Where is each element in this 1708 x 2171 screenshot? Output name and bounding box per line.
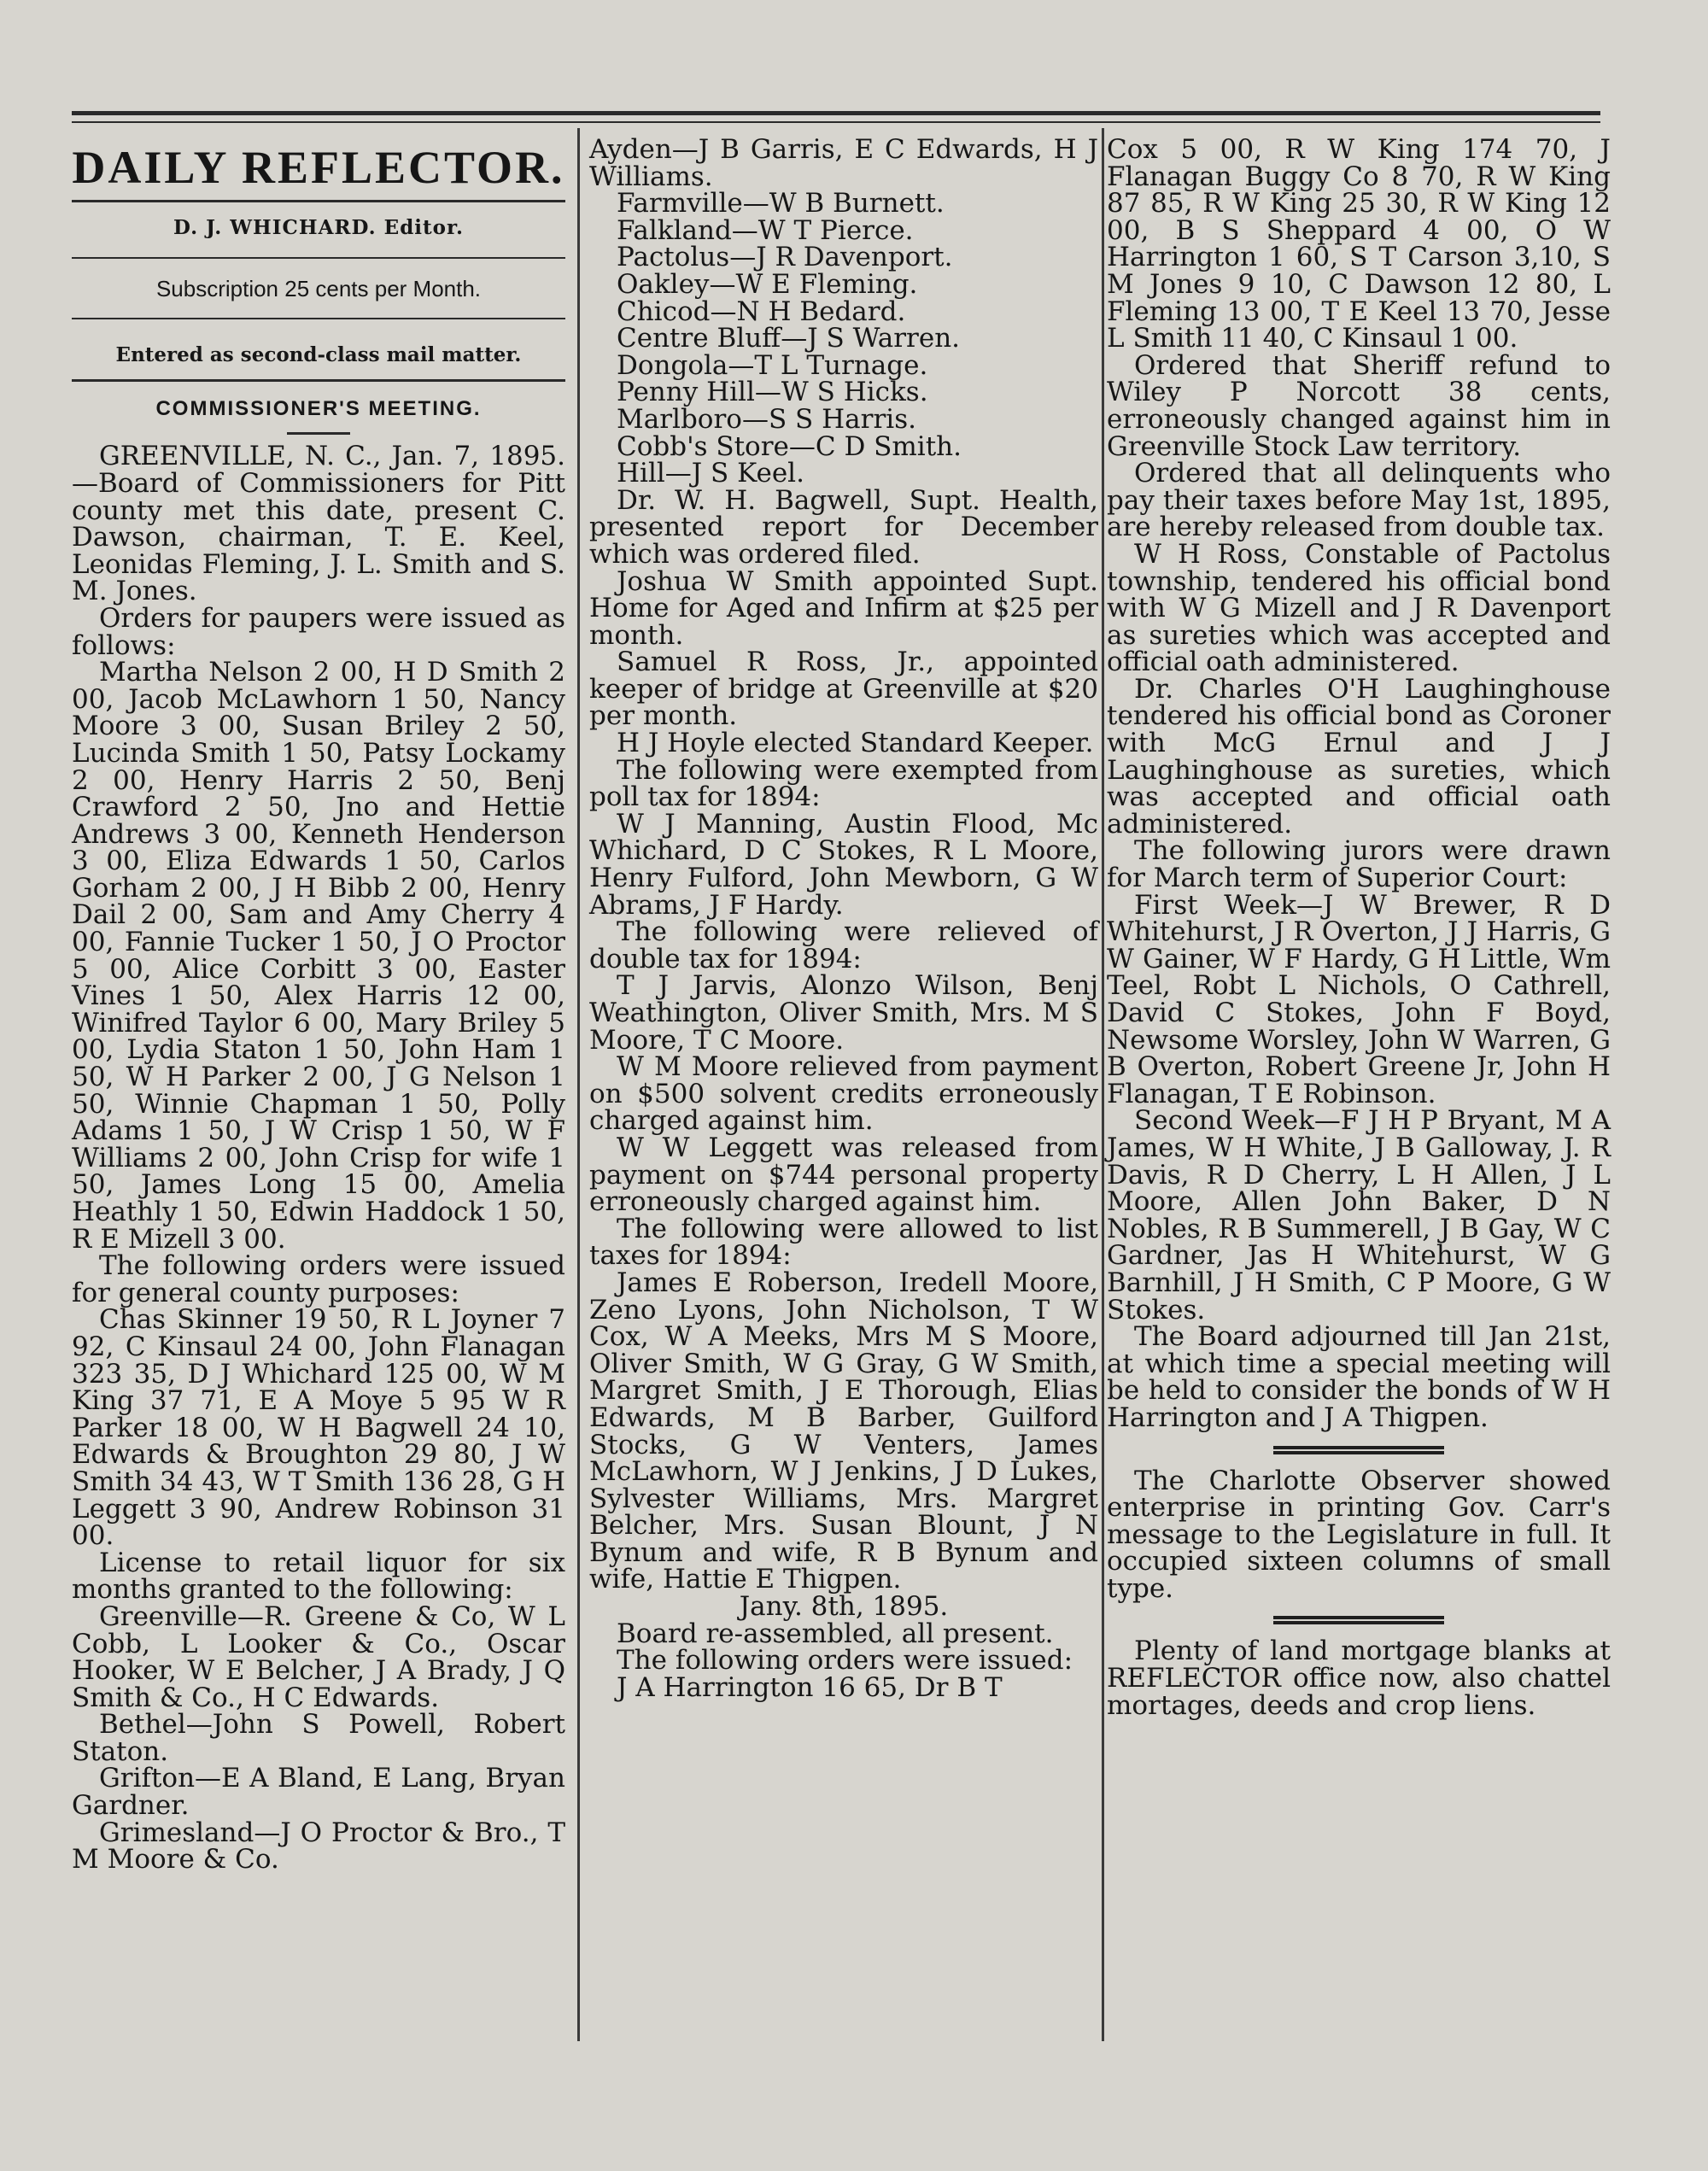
license-line: Penny Hill—W S Hicks. — [617, 377, 928, 408]
paragraph: T J Jarvis, Alonzo Wilson, Benj Weathington, Oliver Smith, Mrs. M S Moore, T C Moore. — [589, 970, 1098, 1056]
paragraph: Martha Nelson 2 00, H D Smith 2 00, Jacob McLawhorn 1 50, Nancy Moore 3 00, Susan Briley 2 50, Lucinda Smith 1 50, Patsy Lockamy 2 00, Henry Harris 2 50, Benj Crawford 2 50, Jno and Hettie Andrews 3 00, Kenneth Henderson 3 00, Eliza Edwards 1 50, Carlos Gorham 2 00, J H Bibb 2 00, Henry Dail 2 00, Sam and Amy Cherry 4 00, Fannie Tucker 1 50, J O Proctor 5 00, Alice Corbitt 3 00, Easter Vines 1 50, Alex Harris 12 00, Winifred Taylor 6 00, Mary Briley 5 00, Lydia Staton 1 50, John Ham 1 50, W H Parker 2 00, J G Nelson 1 50, Winnie Chapman 1 50, Polly Adams 1 50, J W Crisp 1 50, W F Williams 2 00, John Crisp for wife 1 50, James Long 15 00, Amelia Heathly 1 50, Edwin Haddock 1 50, R E Mizell 3 00. — [72, 657, 565, 1255]
paragraph: GREENVILLE, N. C., Jan. 7, 1895. —Board of Commissioners for Pitt county met this date, present C. Dawson, chairman, T. E. Keel, Leonidas Fleming, J. L. Smith and S. M. Jones. — [72, 441, 565, 607]
paragraph: James E Roberson, Iredell Moore, Zeno Lyons, John Nicholson, T W Cox, W A Meeks, Mrs M S Moore, Oliver Smith, W G Gray, G W Smith, Margret Smith, J E Thorough, Elias Edwards, M B Barber, Guilford Stocks, G W Venters, James McLawhorn, W J Jenkins, J D Lukes, Sylvester Williams, Mrs. Margret Belcher, Mrs. Susan Blount, J N Bynum and wife, R B Bynum and wife, Hattie E Thigpen. — [589, 1267, 1098, 1595]
paragraph: The following orders were issued: — [617, 1645, 1073, 1677]
paragraph: Second Week—F J H P Bryant, M A James, W H White, J B Galloway, J. R Davis, R D Cherry, L H Allen, J L Moore, Allen John Baker, D N Nobles, R B Summerell, J B Gay, W C Gardner, Jas H Whitehurst, W G Barnhill, J H Smith, C P Moore, G W Stokes. — [1107, 1105, 1611, 1325]
column-3 — [1107, 134, 1611, 1721]
paragraph: W J Manning, Austin Flood, Mc Whichard, D C Stokes, R L Moore, Henry Fulford, John Mewborn, G W Abrams, J F Hardy. — [589, 808, 1098, 921]
paragraph: J A Harrington 16 65, Dr B T — [617, 1671, 1003, 1703]
paragraph: Samuel R Ross, Jr., appointed keeper of bridge at Greenville at $20 per month. — [589, 647, 1098, 732]
license-line: Farmville—W B Burnett. — [617, 188, 945, 219]
news-item: The Charlotte Observer showed enterprise in printing Gov. Carr's message to the Legislature in full. It occupied sixteen columns of small type. — [1107, 1465, 1611, 1604]
license-line: Hill—J S Keel. — [617, 458, 804, 489]
license-line: Falkland—W T Pierce. — [617, 214, 914, 246]
paragraph: The following were exempted from poll tax for 1894: — [589, 754, 1098, 813]
paragraph: W M Moore relieved from payment on $500 solvent credits erroneously charged against him. — [589, 1051, 1098, 1137]
column-1 — [72, 137, 565, 1874]
license-line: Dongola—T L Turnage. — [617, 349, 928, 381]
license-line: Cobb's Store—C D Smith. — [617, 430, 962, 462]
masthead-title: DAILY REFLECTOR. — [72, 142, 565, 193]
license-line: Oakley—W E Fleming. — [617, 268, 918, 300]
subscription-line: Subscription 25 cents per Month. — [155, 275, 482, 301]
paragraph: Ordered that Sheriff refund to Wiley P Norcott 38 cents, erroneously changed against him in Greenville Stock Law territory. — [1107, 349, 1611, 462]
paragraph: First Week—J W Brewer, R D Whitehurst, J R Overton, J J Harris, G W Gainer, W F Hardy, G H Little, Wm Teel, Robt L Nichols, O Cathrell, David C Stokes, John F Boyd, Newsome Worsley, John W Warren, G B Overton, Robert Greene Jr, John H Flanagan, T E Robinson. — [1107, 889, 1611, 1109]
paragraph: The following were relieved of double tax for 1894: — [589, 916, 1098, 974]
paragraph: Dr. Charles O'H Laughinghouse tendered his official bond as Coroner with McG Ernul and J J Laughinghouse as sureties, which was accepted and official oath administered. — [1107, 673, 1611, 840]
mail-note: Entered as second-class mail matter. — [115, 343, 522, 367]
paragraph: Dr. W. H. Bagwell, Supt. Health, presented report for December which was ordered filed. — [589, 484, 1098, 570]
license-line: Chicod—N H Bedard. — [617, 296, 906, 327]
section-rule — [1273, 1616, 1444, 1624]
divider — [72, 200, 565, 202]
paragraph: The following jurors were drawn for March term of Superior Court: — [1107, 835, 1611, 894]
article-heading: COMMISSIONER'S MEETING. — [155, 396, 482, 420]
column-2 — [589, 134, 1098, 1703]
top-rule — [72, 111, 1600, 115]
divider — [72, 257, 565, 259]
paragraph: Grimesland—J O Proctor & Bro., T M Moore & Co. — [72, 1817, 565, 1875]
license-line: Ayden—J B Garris, E C Edwards, H J Williams. — [589, 134, 1098, 192]
paragraph: Cox 5 00, R W King 174 70, J Flanagan Buggy Co 8 70, R W King 87 85, R W King 25 30, R W King 12 00, B S Sheppard 4 00, O W Harrington 1 60, S T Carson 3,10, S M Jones 9 10, C Dawson 12 80, L Fleming 13 00, T E Keel 13 70, Jesse L Smith 11 40, C Kinsaul 1 00. — [1107, 134, 1611, 354]
paragraph: Bethel—John S Powell, Robert Staton. — [72, 1709, 565, 1767]
paragraph: Board re-assembled, all present. — [617, 1618, 1054, 1649]
section-rule — [1273, 1446, 1444, 1454]
paragraph: Greenville—R. Greene & Co, W L Cobb, L Looker & Co., Oscar Hooker, W E Belcher, J A Brady, J Q Smith & Co., H C Edwards. — [72, 1600, 565, 1713]
paragraph: W W Leggett was released from payment on $744 personal property erroneously charged against him. — [589, 1132, 1098, 1218]
paragraph: Chas Skinner 19 50, R L Joyner 7 92, C Kinsaul 24 00, John Flanagan 323 35, D J Whichard 125 00, W M King 37 71, E A Moye 5 95 W R Parker 18 00, W H Bagwell 24 10, Edwards & Broughton 29 80, J W Smith 34 43, W T Smith 136 28, G H Leggett 3 90, Andrew Robinson 31 00. — [72, 1304, 565, 1552]
top-rule-thin — [72, 121, 1600, 123]
editor-line: D. J. WHICHARD. Editor. — [173, 216, 465, 239]
paragraph: H J Hoyle elected Standard Keeper. — [617, 728, 1094, 759]
date-line: Jany. 8th, 1895. — [739, 1591, 949, 1623]
paragraph: The Board adjourned till Jan 21st, at which time a special meeting will be held to consider the bonds of W H Harrington and J A Thigpen. — [1107, 1321, 1611, 1433]
news-item: Plenty of land mortgage blanks at REFLECTOR office now, also chattel mortages, deeds and crop liens. — [1107, 1636, 1611, 1721]
paragraph: The following orders were issued for general county purposes: — [72, 1250, 565, 1308]
paragraph: Joshua W Smith appointed Supt. Home for Aged and Infirm at $25 per month. — [589, 565, 1098, 651]
column-divider — [577, 128, 580, 2041]
license-line: Centre Bluff—J S Warren. — [617, 323, 961, 354]
divider — [72, 318, 565, 319]
paragraph: License to retail liquor for six months granted to the following: — [72, 1547, 565, 1606]
paragraph: Ordered that all delinquents who pay their taxes before May 1st, 1895, are hereby released from double tax. — [1107, 458, 1611, 543]
license-line: Marlboro—S S Harris. — [617, 403, 916, 435]
short-rule — [287, 432, 350, 435]
paragraph: Orders for paupers were issued as follows: — [72, 602, 565, 661]
paragraph: Grifton—E A Bland, E Lang, Bryan Gardner. — [72, 1763, 565, 1822]
column-divider — [1102, 128, 1104, 2041]
paragraph: The following were allowed to list taxes for 1894: — [589, 1213, 1098, 1272]
paragraph: W H Ross, Constable of Pactolus township, tendered his official bond with W G Mizell and J R Davenport as sureties which was accepted and official oath administered. — [1107, 538, 1611, 678]
divider — [72, 379, 565, 382]
license-line: Pactolus—J R Davenport. — [617, 242, 953, 273]
